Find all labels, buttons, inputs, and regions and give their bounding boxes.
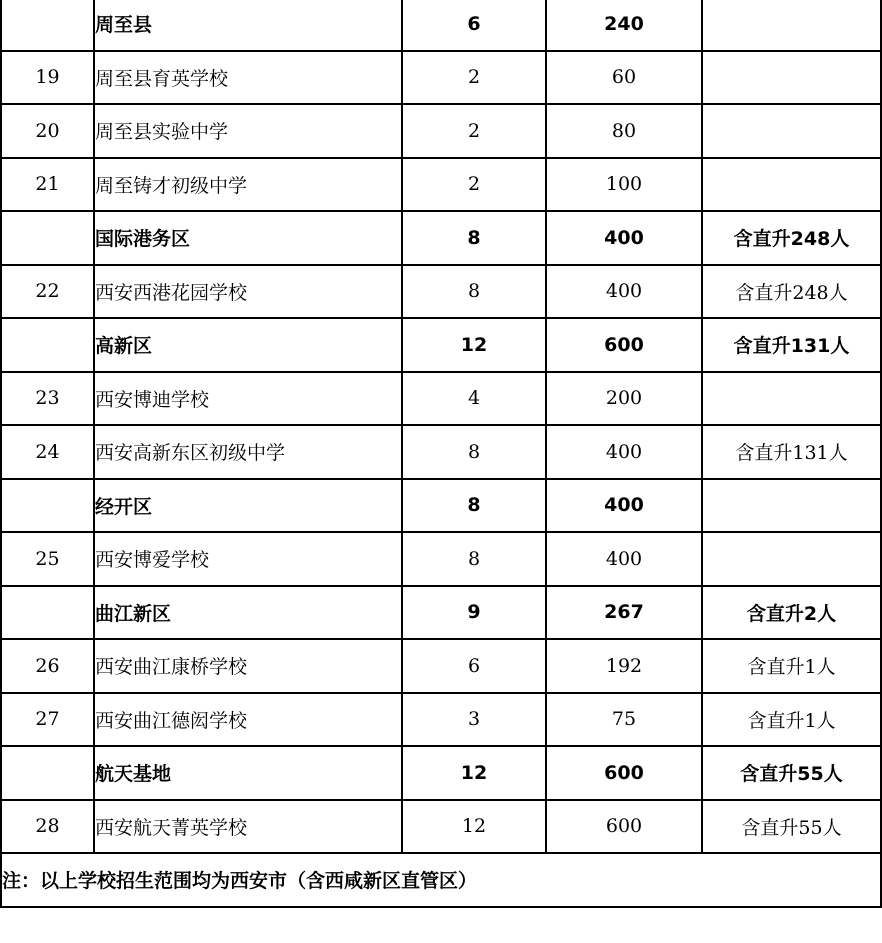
class-count: 8 (402, 479, 546, 533)
class-count: 6 (402, 0, 546, 51)
footnote-row (1, 853, 881, 907)
direct-promotion-note (702, 532, 881, 586)
direct-promotion-note (702, 158, 881, 212)
class-count: 8 (402, 265, 546, 319)
class-count: 2 (402, 158, 546, 212)
school-name: 西安航天菁英学校 (94, 800, 402, 854)
enrollment-count: 267 (546, 586, 702, 640)
class-count: 8 (402, 211, 546, 265)
school-row (1, 425, 881, 479)
row-index (1, 746, 94, 800)
school-row (1, 104, 881, 158)
direct-promotion-note: 含直升131人 (702, 318, 881, 372)
row-index: 25 (1, 532, 94, 586)
school-name: 西安博爱学校 (94, 532, 402, 586)
enrollment-count: 100 (546, 158, 702, 212)
direct-promotion-note: 含直升55人 (702, 800, 881, 854)
direct-promotion-note: 含直升1人 (702, 639, 881, 693)
enrollment-count: 80 (546, 104, 702, 158)
school-row (1, 265, 881, 319)
enrollment-count: 400 (546, 211, 702, 265)
enrollment-count: 600 (546, 746, 702, 800)
school-name: 周至铸才初级中学 (94, 158, 402, 212)
class-count: 12 (402, 800, 546, 854)
class-count: 2 (402, 51, 546, 105)
school-row (1, 372, 881, 426)
class-count: 8 (402, 425, 546, 479)
direct-promotion-note: 含直升248人 (702, 265, 881, 319)
class-count: 6 (402, 639, 546, 693)
school-name: 航天基地 (94, 746, 402, 800)
direct-promotion-note: 含直升55人 (702, 746, 881, 800)
school-name: 周至县 (94, 0, 402, 51)
row-index: 19 (1, 51, 94, 105)
enrollment-count: 400 (546, 265, 702, 319)
row-index (1, 318, 94, 372)
enrollment-count: 400 (546, 425, 702, 479)
row-index: 26 (1, 639, 94, 693)
school-name: 西安西港花园学校 (94, 265, 402, 319)
direct-promotion-note: 含直升1人 (702, 693, 881, 747)
row-index: 22 (1, 265, 94, 319)
school-name: 西安高新东区初级中学 (94, 425, 402, 479)
row-index: 27 (1, 693, 94, 747)
district-row (1, 318, 881, 372)
school-name: 曲江新区 (94, 586, 402, 640)
direct-promotion-note: 含直升248人 (702, 211, 881, 265)
school-row (1, 639, 881, 693)
row-index: 20 (1, 104, 94, 158)
district-row (1, 0, 881, 51)
direct-promotion-note (702, 104, 881, 158)
row-index: 28 (1, 800, 94, 854)
school-name: 西安博迪学校 (94, 372, 402, 426)
class-count: 12 (402, 318, 546, 372)
enrollment-count: 600 (546, 800, 702, 854)
direct-promotion-note: 含直升131人 (702, 425, 881, 479)
enrollment-count: 400 (546, 532, 702, 586)
row-index: 24 (1, 425, 94, 479)
class-count: 9 (402, 586, 546, 640)
school-name: 国际港务区 (94, 211, 402, 265)
table-body (1, 0, 881, 853)
class-count: 2 (402, 104, 546, 158)
direct-promotion-note (702, 479, 881, 533)
row-index (1, 211, 94, 265)
enrollment-count: 240 (546, 0, 702, 51)
enrollment-count: 600 (546, 318, 702, 372)
school-name: 周至县育英学校 (94, 51, 402, 105)
enrollment-count: 60 (546, 51, 702, 105)
school-row (1, 158, 881, 212)
school-row (1, 693, 881, 747)
district-row (1, 479, 881, 533)
district-row (1, 211, 881, 265)
school-row (1, 51, 881, 105)
row-index (1, 0, 94, 51)
class-count: 3 (402, 693, 546, 747)
class-count: 12 (402, 746, 546, 800)
class-count: 4 (402, 372, 546, 426)
school-name: 周至县实验中学 (94, 104, 402, 158)
enrollment-count: 400 (546, 479, 702, 533)
enrollment-count: 192 (546, 639, 702, 693)
row-index (1, 479, 94, 533)
school-row (1, 800, 881, 854)
row-index (1, 586, 94, 640)
school-name: 西安曲江康桥学校 (94, 639, 402, 693)
enrollment-count: 75 (546, 693, 702, 747)
footnote: 注：以上学校招生范围均为西安市（含西咸新区直管区） (1, 853, 881, 907)
school-name: 高新区 (94, 318, 402, 372)
school-name: 经开区 (94, 479, 402, 533)
school-row (1, 532, 881, 586)
enrollment-count: 200 (546, 372, 702, 426)
school-name: 西安曲江德闳学校 (94, 693, 402, 747)
district-row (1, 746, 881, 800)
direct-promotion-note: 含直升2人 (702, 586, 881, 640)
row-index: 23 (1, 372, 94, 426)
row-index: 21 (1, 158, 94, 212)
direct-promotion-note (702, 51, 881, 105)
direct-promotion-note (702, 0, 881, 51)
district-row (1, 586, 881, 640)
direct-promotion-note (702, 372, 881, 426)
class-count: 8 (402, 532, 546, 586)
